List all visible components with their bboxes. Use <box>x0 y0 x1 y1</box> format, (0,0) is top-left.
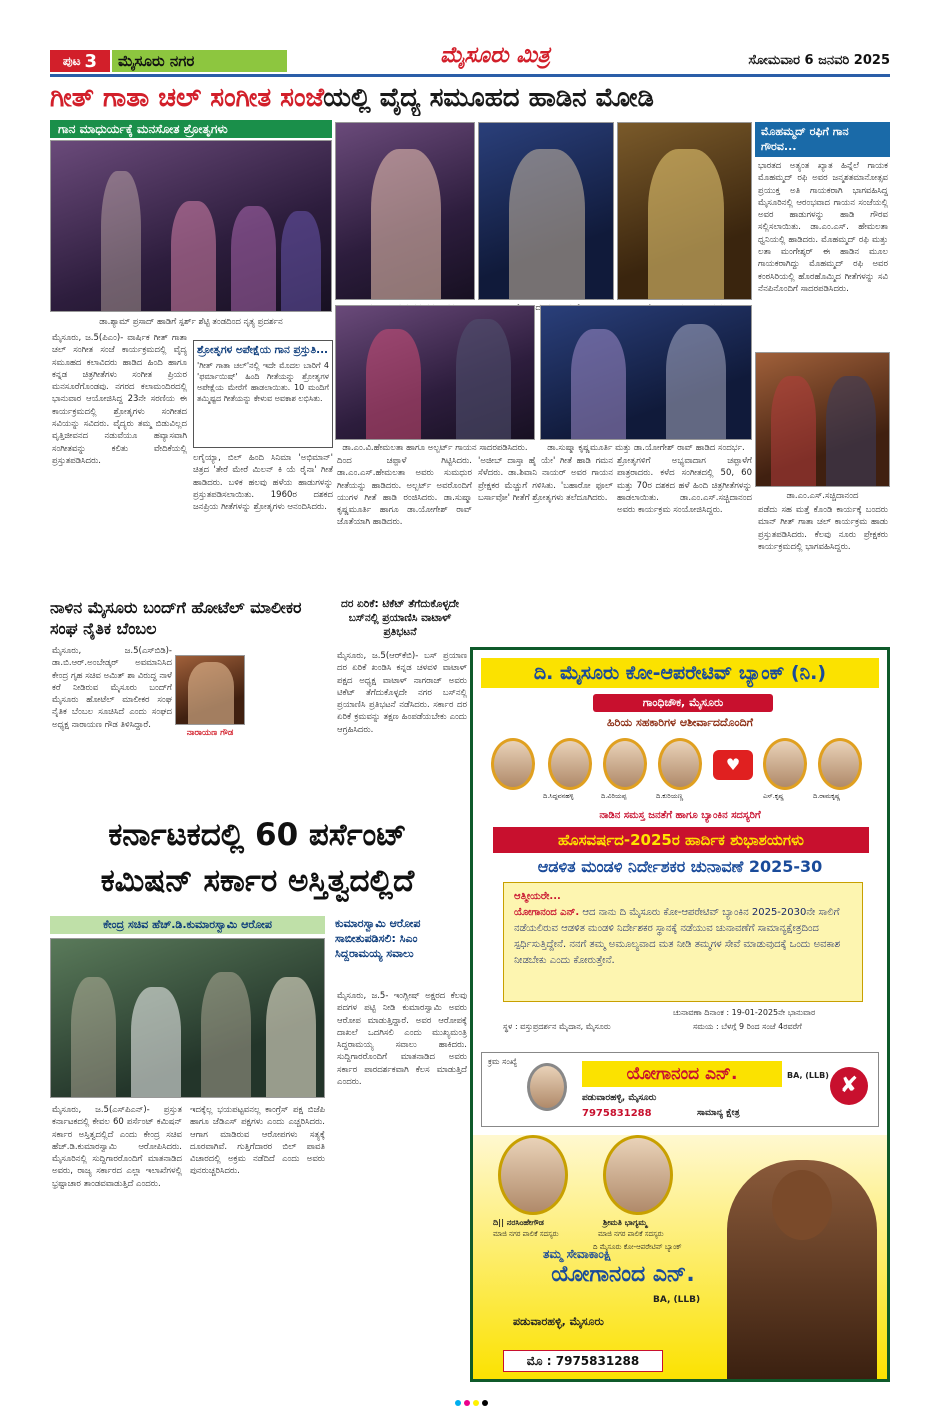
person-figure <box>71 977 116 1097</box>
lead-body-col3: ದಿಂದ ಚಪ್ಪಾಳೆ ಗಿಟ್ಟಿಸಿದರು. ಡಾ.ಎಂ.ಎಸ್.ಹೇಮಲತಾ ಅವರು ಸುಮಧುರ ಗೀತೆಯನ್ನು ಹಾಡಿದರು. ಅಲ್ಬರ್ಟ್ ಅವರೊಂದಿಗೆ ಯುಗಳ ಗೀತೆ ಹಾಡಿ ರಂಜಿಸಿದರು. ಡಾ.ಸುಷ್ಮಾ ಕೃಷ್ಣಮೂರ್ತಿ ಹಾಗೂ ಡಾ.ಯೋಗೇಶ್ ರಾವ್ ಜೊತೆಯಾಗಿ ಹಾಡಿದರು. <box>337 456 472 528</box>
portrait-leader-2 <box>603 738 647 790</box>
caption-sushma: ಡಾ.ಸುಷ್ಮಾ ಕೃಷ್ಣಮೂರ್ತಿ ಮತ್ತು ಡಾ.ಯೋಗೇಶ್ ರಾವ್ ಹಾಡಿದ ಸಂದರ್ಭ. <box>547 443 745 453</box>
singer-figure <box>571 329 626 439</box>
dance-photo <box>50 140 332 312</box>
lead-body-col2: ಲಗೈಯ್ಯಾ, ಬಿಲ್ ಹಿಂದಿ ಸಿನಿಮಾ 'ಅಭಿಮಾನ್' ಚಿತ್ರದ 'ತೇರೆ ಮೇರೆ ಮಿಲನ್ ಕಿ ಯೆ ರೈನಾ' ಗೀತೆ ಹಾಡಿದರು. ಬಳಿಕ ಹಲವು ಹಳೆಯ ಹಾಡುಗಳನ್ನು ಪ್ರಸ್ತುತಪಡಿಸಲಾಯಿತು. 1960ರ ದಶಕದ ಜನಪ್ರಿಯ ಗೀತೆಗಳನ್ನು ಶ್ರೋತೃಗಳು ಆನಂದಿಸಿದರು. <box>193 453 333 513</box>
duet-photo-hemalatha <box>335 305 535 440</box>
singer-photo-amrutha <box>335 122 475 300</box>
siddaramaiah-headline: ಕುಮಾರಸ್ವಾಮಿ ಆರೋಪ ಸಾಬೀತುಪಡಿಸಲಿ: ಸಿಎಂ ಸಿದ್ದರಾಮಯ್ಯ ಸವಾಲು <box>335 917 421 960</box>
bottom-phone: ಮೊ : 7975831288 <box>503 1350 663 1372</box>
commission-headline-line1: ಕರ್ನಾಟಕದಲ್ಲಿ 60 ಪರ್ಸೆಂಟ್ <box>108 817 407 853</box>
poll-time: ಸಮಯ : ಬೆಳಗ್ಗೆ 9 ರಿಂದ ಸಂಜೆ 4ರವರೆಗೆ <box>693 1022 802 1031</box>
bottom-candidate-name: ಯೋಗಾನಂದ ಎನ್. <box>551 1262 695 1287</box>
candidate-photo <box>527 1063 567 1111</box>
commission-headline <box>50 812 465 912</box>
siddaramaiah-body: ಮೈಸೂರು, ಜ.5- ಇಂಗ್ಲೀಷ್ ಅಕ್ಷರದ ಕೆಲವು ಪದಗಳ ಪಟ್ಟಿ ನೀಡಿ ಕುಮಾರಸ್ವಾಮಿ ಅವರು ಆರೋಪ ಮಾಡುತ್ತಿದ್ದಾರೆ. ಅವರ ಆರೋಪಕ್ಕೆ ದಾಖಲೆ ಒದಗಿಸಲಿ ಎಂದು ಮುಖ್ಯಮಂತ್ರಿ ಸಿದ್ದರಾಮಯ್ಯ ಸವಾಲು ಹಾಕಿದರು. ಸುದ್ದಿಗಾರರೊಂದಿಗೆ ಮಾತನಾಡಿದ ಅವರು ಸರ್ಕಾರ ಪಾರದರ್ಶಕವಾಗಿ ಕೆಲಸ ಮಾಡುತ್ತಿದೆ ಎಂದರು. <box>337 991 467 1088</box>
duet-photo-sushma <box>540 305 752 440</box>
appeal-body: ಆದ ನಾನು ದಿ ಮೈಸೂರು ಕೋ-ಆಪರೇಟಿವ್ ಬ್ಯಾಂಕಿನ 2025-2030ನೇ ಸಾಲಿಗೆ ನಡೆಯಲಿರುವ ಆಡಳಿತ ಮಂಡಳಿ ನಿರ್ದೇಶಕರ ಸ್ಥಾನಕ್ಕೆ ನಡೆಯುವ ಚುನಾವಣೆಗೆ ಸಾಮಾನ್ಯಕ್ಷೇತ್ರದಿಂದ ಸ್ಪರ್ಧಿಸುತ್ತಿದ್ದೇನೆ. ನನಗೆ ತಮ್ಮ ಅಮೂಲ್ಯವಾದ ಮತ ನೀಡಿ ತಮ್ಮಗಳ ಸೇವೆ ಮಾಡುವುದಕ್ಕೆ ಒಂದು ಅವಕಾಶ ನೀಡಬೇಕು ಎಂದು ಕೋರುತ್ತೇನೆ. <box>514 907 841 966</box>
singer-figure <box>371 149 441 299</box>
hotel-headline: ನಾಳಿನ ಮೈಸೂರು ಬಂದ್‌ಗೆ ಹೋಟೆಲ್ ಮಾಲೀಕರ ಸಂಘ ನೈತಿಕ ಬೆಂಬಲ <box>50 598 302 638</box>
kumaraswamy-photo <box>50 938 325 1098</box>
constituency: ಸಾಮಾನ್ಯ ಕ್ಷೇತ್ರ <box>697 1108 740 1118</box>
candidate-place: ಪಡುವಾರಹಳ್ಳಿ, ಮೈಸೂರು <box>582 1093 657 1103</box>
page-label <box>50 50 110 72</box>
appeal-name: ಯೋಗಾನಂದ ಎನ್. <box>514 907 580 918</box>
portrait-leader-3 <box>658 738 702 790</box>
person-figure <box>188 662 234 724</box>
candidate-name: ಯೋಗಾನಂದ ಎನ್. <box>582 1061 782 1087</box>
narayana-gowda-photo <box>175 655 245 725</box>
candidate-portrait-head <box>772 1170 832 1240</box>
commission-headline-line2: ಕಮಿಷನ್ ಸರ್ಕಾರ ಅಸ್ತಿತ್ವದಲ್ಲಿದೆ <box>100 863 415 899</box>
hotel-body: ಮೈಸೂರು, ಜ.5(ಎಸ್‌ಬಿಡಿ)- ಡಾ.ಬಿ.ಆರ್.ಅಂಬೇಡ್ಕರ್ ಅವಮಾನಿಸಿದ ಕೇಂದ್ರ ಗೃಹ ಸಚಿವ ಅಮಿತ್ ಶಾ ವಿರುದ್ಧ ನಾಳೆ ಕರೆ ನೀಡಿರುವ ಮೈಸೂರು ಬಂದ್‌ಗೆ ಮೈಸೂರು ಹೋಟೆಲ್ ಮಾಲೀಕರ ಸಂಘ ನೈತಿಕ ಬೆಂಬಲ ಸೂಚಿಸಿದೆ ಎಂದು ಸಂಘದ ಅಧ್ಯಕ್ಷ ನಾರಾಯಣ ಗೌಡ ತಿಳಿಸಿದ್ದಾರೆ. <box>52 646 172 730</box>
ballot-mark-icon: ✘ <box>830 1067 868 1105</box>
portrait-leader-5 <box>818 738 862 790</box>
lead-body-col5: ಶ್ರೋತೃಗಳಿಗೆ ಅಭ್ಯವಾದಾಗ ಚಪ್ಪಾಳೆಗೆ ಪಾತ್ರರಾದರು. ಕಳೆದ ಸಂಗೀತದಲ್ಲಿ 50, 60 ಮತ್ತು 70ರ ದಶಕದ ಹಳೆ ಹಿಂದಿ ಚಿತ್ರಗೀತೆಗಳನ್ನು ಹಾಡಲಾಯಿತು. ಡಾ.ಎಂ.ಎಸ್.ಸಚ್ಚಿದಾನಂದ ಅವರು ಕಾರ್ಯಕ್ರಮ ಸಂಯೋಜಿಸಿದ್ದರು. <box>617 456 752 516</box>
magenta-dot <box>464 1400 470 1406</box>
poll-date: ಚುನಾವಣಾ ದಿನಾಂಕ : 19-01-2025ನೇ ಭಾನುವಾರ <box>673 1008 816 1017</box>
serial-label: ಕ್ರಮ ಸಂಖ್ಯೆ <box>488 1057 518 1066</box>
siddaramaiah-body-cont <box>333 1104 465 1384</box>
cyan-dot <box>455 1400 461 1406</box>
dancer-figure <box>171 201 216 311</box>
ballot-strip <box>481 1052 879 1127</box>
portrait-leader-1 <box>548 738 592 790</box>
portrait-leader-4 <box>763 738 807 790</box>
box-title: ಶ್ರೋತೃಗಳ ಅಪೇಕ್ಷೆಯ ಗಾನ ಪ್ರಸ್ತುತಿ... <box>197 344 329 356</box>
caption-hemalatha: ಡಾ.ಎಂ.ವಿ.ಹೇಮಲತಾ ಹಾಗೂ ಅಲ್ಬರ್ಟ್ ಗಾಯನ ಸಾದರಪಡಿಸಿದರು. <box>342 443 528 453</box>
yellow-dot <box>473 1400 479 1406</box>
poll-venue: ಸ್ಥಳ : ವಸ್ತುಪ್ರದರ್ಶನ ಮೈದಾನ, ಮೈಸೂರು <box>503 1022 611 1031</box>
appeal-lead: ಆತ್ಮೀಯರೇ... <box>514 891 561 902</box>
sidebar-text: ಭಾರತದ ಅತ್ಯಂತ ಖ್ಯಾತ ಹಿನ್ನೆಲೆ ಗಾಯಕ ಮೊಹಮ್ಮದ್ ರಫಿ ಅವರ ಜನ್ಮಶತಮಾನೋತ್ಸವ ಪ್ರಯುಕ್ತ ಅತಿ ಗಾಯಕರಾಗಿ ಭಾಗವಹಿಸಿದ್ದ ಮೈಸೂರಿನಲ್ಲಿ ಆರಂಭವಾದ ಗಾಯನ ಸಂಜೆಯಲ್ಲಿ ಅವರ ಹಾಡುಗಳನ್ನು ಹಾಡಿ ಗೌರವ ಸಲ್ಲಿಸಲಾಯಿತು. ಡಾ.ಎಂ.ಎಸ್. ಹೇಮಲತಾ ಧ್ವನಿಯಲ್ಲಿ ಹಾಡಿದರು. ಮೊಹಮ್ಮದ್ ರಫಿ ಮತ್ತು ಲತಾ ಮಂಗೇಶ್ಕರ್ ಈ ಹಾಡಿನ ಮೂಲ ಗಾಯಕರಾಗಿದ್ದು ಮೊಹಮ್ಮದ್ ರಫಿ ಅವರ ಕಂಠಸಿರಿಯಲ್ಲಿ ಹೊರಹೊಮ್ಮಿದ ಗೀತೆಗಳನ್ನು ಸವಿ ನೆನಪಿನೊಂದಿಗೆ ಸಾದರಪಡಿಸಿದರು. <box>758 161 888 294</box>
singer-figure <box>456 319 511 439</box>
lead-body-col4: 'ಅಜೀಬ್ ದಾಸ್ತಾ ಹೈ ಯೇ' ಗೀತೆ ಹಾಡಿ ಗಮನ ಸೆಳೆದರು. ಡಾ.ಶಿವಾನಿ ನಾಯರ್ ಅವರ ಗಾಯನ ಪ್ರೇಕ್ಷಕರ ಮೆಚ್ಚುಗೆ ಗಳಿಸಿತು. 'ಬಹಾರೋ ಫೂಲ್ ಬರ್ಸಾವೋ' ಗೀತೆಗೆ ಶ್ರೋತೃಗಳು ತಲೆದೂಗಿದರು. <box>478 456 613 503</box>
box-text: 'ಗೀತ್ ಗಾತಾ ಚಲ್'ನಲ್ಲಿ ಇದೇ ಮೊದಲ ಬಾರಿಗೆ 4 'ಫರ್ಮಾಯಿಷ್' ಹಿಂದಿ ಗೀತೆಯನ್ನು ಶ್ರೋತೃಗಳ ಅಪೇಕ್ಷೆಯ ಮೇರೆಗೆ ಹಾಡಲಾಯಿತು. 10 ಮಂದಿಗೆ ತಮ್ಮಿಷ್ಟದ ಗೀತೆಯನ್ನು ಕೇಳುವ ಅವಕಾಶ ಲಭಿಸಿತು. <box>197 361 329 403</box>
singer-figure <box>101 171 141 311</box>
candidate-degree: BA, (LLB) <box>787 1071 829 1080</box>
section-title: ಮೈಸೂರು ನಗರ <box>112 50 287 72</box>
dancer-figure <box>281 211 321 311</box>
caption-sachidananda: ಡಾ.ಎಂ.ಎಸ್.ಸಚ್ಚಿದಾನಂದ <box>786 491 859 501</box>
leader-name-3: ದಿ.ಕುರಿಯಣ್ಣ <box>656 792 684 800</box>
candidate-phone: 7975831288 <box>582 1108 652 1119</box>
candidate-portrait <box>727 1160 877 1380</box>
leader-name-4: ಎಸ್.ಕೃಷ್ಣ <box>763 792 784 800</box>
ad-blessing: ಹಿರಿಯ ಸಹಕಾರಿಗಳ ಆಶೀರ್ವಾದದೊಂದಿಗೆ <box>607 716 753 729</box>
person-figure <box>266 977 316 1097</box>
commission-body-col1: ಮೈಸೂರು, ಜ.5(ಎಸ್‌ಪಿಎನ್)- ಪ್ರಸ್ತುತ ಕರ್ನಾಟಕದಲ್ಲಿ ಕೇವಲ 60 ಪರ್ಸೆಂಟ್ ಕಮಿಷನ್ ಸರ್ಕಾರ ಅಸ್ತಿತ್ವದಲ್ಲಿದೆ ಎಂದು ಕೇಂದ್ರ ಸಚಿವ ಹೆಚ್.ಡಿ.ಕುಮಾರಸ್ವಾಮಿ ಆರೋಪಿಸಿದರು. ಮೈಸೂರಿನಲ್ಲಿ ಸುದ್ದಿಗಾರರೊಂದಿಗೆ ಮಾತನಾಡಿದ ಅವರು, ರಾಜ್ಯ ಸರ್ಕಾರದ ಎಲ್ಲಾ ಇಲಾಖೆಗಳಲ್ಲಿ ಭ್ರಷ್ಟಾಚಾರ ತಾಂಡವವಾಡುತ್ತಿದೆ ಎಂದರು. <box>52 1105 182 1189</box>
ad-election-title: ಆಡಳಿತ ಮಂಡಳಿ ನಿರ್ದೇಶಕರ ಚುನಾವಣೆ 2025-30 <box>537 857 823 876</box>
singer-figure <box>366 329 421 439</box>
audience-request-box <box>193 340 333 448</box>
sign-off: ತಮ್ಮ ಸೇವಾಕಾಂಕ್ಷಿ <box>543 1247 612 1261</box>
black-dot <box>482 1400 488 1406</box>
masthead-logo: ಮೈಸೂರು ಮಿತ್ರ <box>440 42 550 68</box>
elder-note-2: ಮಾಜಿ ನಗರ ಪಾಲಿಕೆ ಸದಸ್ಯರು <box>598 1230 664 1238</box>
handshake-icon: ♥ <box>713 750 753 780</box>
lead-body-col1: ಮೈಸೂರು, ಜ.5(ಪಿಎಂ)- ವಾರ್ಷಿಕ ಗೀತ್ ಗಾತಾ ಚಲ್ ಸಂಗೀತ ಸಂಜೆ ಕಾರ್ಯಕ್ರಮದಲ್ಲಿ ವೈದ್ಯ ಸಮೂಹದ ಕಲಾವಿದರು ಹಾಡಿದ ಹಿಂದಿ ಹಾಗೂ ಕನ್ನಡ ಚಿತ್ರಗೀತೆಗಳು ಸಂಗೀತ ಪ್ರಿಯರ ಮನಸೂರೆಗೊಂಡವು. ನಗರದ ಕಲಾಮಂದಿರದಲ್ಲಿ ಭಾನುವಾರ ಆಯೋಜಿಸಿದ್ದ 23ನೇ ಸರಣಿಯ ಈ ಕಾರ್ಯಕ್ರಮದಲ್ಲಿ ಶ್ರೋತೃಗಳು ಸಂಗೀತದ ಸವಿಯನ್ನು ಸವಿದರು. ವೈದ್ಯರು ತಮ್ಮ ಬಿಡುವಿಲ್ಲದ ವೃತ್ತಿಜೀವನದ ನಡುವೆಯೂ ಹವ್ಯಾಸವಾಗಿ ಸಂಗೀತವನ್ನು ಕಲಿತು ವೇದಿಕೆಯಲ್ಲಿ ಪ್ರಸ್ತುತಪಡಿಸಿದರು. <box>52 333 187 466</box>
header-rule <box>50 74 890 77</box>
person-figure <box>201 972 251 1097</box>
singer-figure <box>509 149 585 299</box>
ad-new-year: ಹೊಸವರ್ಷದ-2025ರ ಹಾರ್ದಿಕ ಶುಭಾಶಯಗಳು <box>493 827 869 853</box>
elder-note-1: ಮಾಜಿ ನಗರ ಪಾಲಿಕೆ ಸದಸ್ಯರು <box>493 1230 559 1238</box>
ad-appeal <box>503 882 863 1002</box>
bank-election-ad <box>470 647 890 1382</box>
page-word: ಪುಟ <box>62 53 81 68</box>
bottom-degree: BA, (LLB) <box>653 1295 701 1305</box>
narayana-gowda-caption: ನಾರಾಯಣ ಗೌಡ <box>186 728 234 738</box>
bus-body: ಮೈಸೂರು, ಜ.5(ಆರ್‌ಕೆಬಿ)- ಬಸ್ ಪ್ರಯಾಣ ದರ ಏರಿಕೆ ಖಂಡಿಸಿ ಕನ್ನಡ ಚಳವಳಿ ವಾಟಾಳ್ ಪಕ್ಷದ ಅಧ್ಯಕ್ಷ ವಾಟಾಳ್ ನಾಗರಾಜ್ ಅವರು ಟಿಕೆಟ್ ತೆಗೆದುಕೊಳ್ಳದೇ ನಗರ ಬಸ್‌ನಲ್ಲಿ ಪ್ರಯಾಣಿಸಿ ಪ್ರತಿಭಟನೆ ನಡೆಸಿದರು. ಸರ್ಕಾರ ದರ ಏರಿಕೆ ಕ್ರಮವನ್ನು ತಕ್ಷಣ ಹಿಂಪಡೆಯಬೇಕು ಎಂದು ಆಗ್ರಹಿಸಿದರು. <box>337 651 467 735</box>
leader-name-5: ದಿ.ರಾಮಕೃಷ್ಣ <box>813 792 841 800</box>
leader-name-1: ದಿ.ಸಿದ್ದವನಹಳ್ಳಿ <box>543 792 574 800</box>
elder-photo-1 <box>498 1135 568 1215</box>
leader-name-2: ದಿ.ವಿರಿಯಪ್ಪ <box>601 792 627 800</box>
dancer-figure <box>231 206 276 311</box>
registration-marks <box>455 1400 491 1408</box>
page-number: 3 <box>84 50 98 72</box>
ad-bottom-panel <box>473 1135 887 1380</box>
issue-date: ಸೋಮವಾರ 6 ಜನವರಿ 2025 <box>748 53 890 68</box>
bank-name: ದಿ. ಮೈಸೂರು ಕೋ-ಆಪರೇಟಿವ್ ಬ್ಯಾಂಕ್ (ನಿ.) <box>481 658 879 688</box>
singer-figure <box>826 376 876 486</box>
bank-reference: ದಿ ಮೈಸೂರು ಕೋ-ಆಪರೇಟಿವ್ ಬ್ಯಾಂಕ್ <box>593 1243 682 1251</box>
bottom-place: ಪಡುವಾರಹಳ್ಳಿ, ಮೈಸೂರು <box>513 1315 604 1328</box>
bus-headline: ದರ ಏರಿಕೆ: ಟಿಕೆಟ್ ತೆಗೆದುಕೊಳ್ಳದೇ ಬಸ್‌ನಲ್ಲಿ ಪ್ರಯಾಣಿಸಿ ವಾಟಾಳ್ ಪ್ರತಿಭಟನೆ <box>341 598 459 638</box>
sachidananda-photo <box>755 352 890 487</box>
singer-figure <box>648 149 724 299</box>
bank-address: ಗಾಂಧಿಚೌಕ, ಮೈಸೂರು <box>593 694 773 712</box>
singer-figure <box>666 324 726 439</box>
commission-subhead: ಕೇಂದ್ರ ಸಚಿವ ಹೆಚ್.ಡಿ.ಕುಮಾರಸ್ವಾಮಿ ಆರೋಪ <box>50 916 325 934</box>
lead-body-col6: ಪಡೆದು ಸಹ ಮತ್ತೆ ಕೊಂಡಿ ಕಾರ್ಯಕ್ಕೆ ಬಂದರು ಮಾನ್ ಗೀತ್ ಗಾತಾ ಚಲ್ ಕಾರ್ಯಕ್ರಮ ಹಾಡು ಪ್ರಸ್ತುತಪಡಿಸಿದರು. ಕೆಲವು ನೂರು ಪ್ರೇಕ್ಷಕರು ಕಾರ್ಯಕ್ರಮದಲ್ಲಿ ಭಾಗವಹಿಸಿದ್ದರು. <box>758 505 888 552</box>
ad-greeting: ನಾಡಿನ ಸಮಸ್ತ ಜನತೆಗೆ ಹಾಗೂ ಬ್ಯಾಂಕಿನ ಸದಸ್ಯರಿಗೆ <box>599 810 761 821</box>
elder-photo-2 <box>603 1135 673 1215</box>
singer-figure <box>771 376 816 486</box>
portrait-emblem <box>491 738 535 790</box>
singer-photo-shivani <box>617 122 752 300</box>
lead-headline-rest: ಯಲ್ಲಿ ವೈದ್ಯ ಸಮೂಹದ ಹಾಡಿನ ಮೋಡಿ <box>323 83 654 113</box>
elder-name-1: ದಿ|| ನರಸಿಂಹೇಗೌಡ <box>493 1218 544 1227</box>
dance-photo-caption: ಡಾ.ಶ್ಯಾಮ್ ಪ್ರಸಾದ್ ಹಾಡಿಗೆ ಸ್ಪರ್ಶ್ ಶೆಟ್ಟಿ ತಂಡದಿಂದ ನೃತ್ಯ ಪ್ರದರ್ಶನ <box>99 317 283 327</box>
elder-name-2: ಶ್ರೀಮತಿ ಭಾಗ್ಯಮ್ಮ <box>603 1218 648 1227</box>
sidebar-title: ಮೊಹಮ್ಮದ್ ರಫಿಗೆ ಗಾನ ಗೌರವ... <box>755 122 890 157</box>
singer-photo-janardhan <box>478 122 614 300</box>
lead-headline <box>50 80 890 116</box>
photo-bar-title: ಗಾನ ಮಾಧುರ್ಯಕ್ಕೆ ಮನಸೋತ ಶ್ರೋತೃಗಳು <box>50 120 332 138</box>
hotel-body-cont <box>250 645 330 805</box>
person-figure <box>131 987 181 1097</box>
commission-body-col2: ಇದಕ್ಕೆಲ್ಲ ಭಯಪಟ್ಟವನಲ್ಲ ಕಾಂಗ್ರೆಸ್ ಪಕ್ಷ ಬಿಜೆಪಿ ಹಾಗೂ ಜೆಡಿಎಸ್ ಪಕ್ಷಗಳು ಎಂದು ಎಚ್ಚರಿಸಿದರು. ಆಗಾಗ ಮಾಡಿರುವ ಆರೋಪಗಳು ಸತ್ಯಕ್ಕೆ ದೂರವಾಗಿವೆ. ಗುತ್ತಿಗೆದಾರರ ಬಿಲ್ ಪಾವತಿ ವಿಚಾರದಲ್ಲಿ ಅಕ್ರಮ ನಡೆದಿದೆ ಎಂದು ಅವರು ಪುನರುಚ್ಚರಿಸಿದರು. <box>190 1105 325 1177</box>
lead-headline-red: ಗೀತ್ ಗಾತಾ ಚಲ್ ಸಂಗೀತ ಸಂಜೆ <box>50 83 324 113</box>
